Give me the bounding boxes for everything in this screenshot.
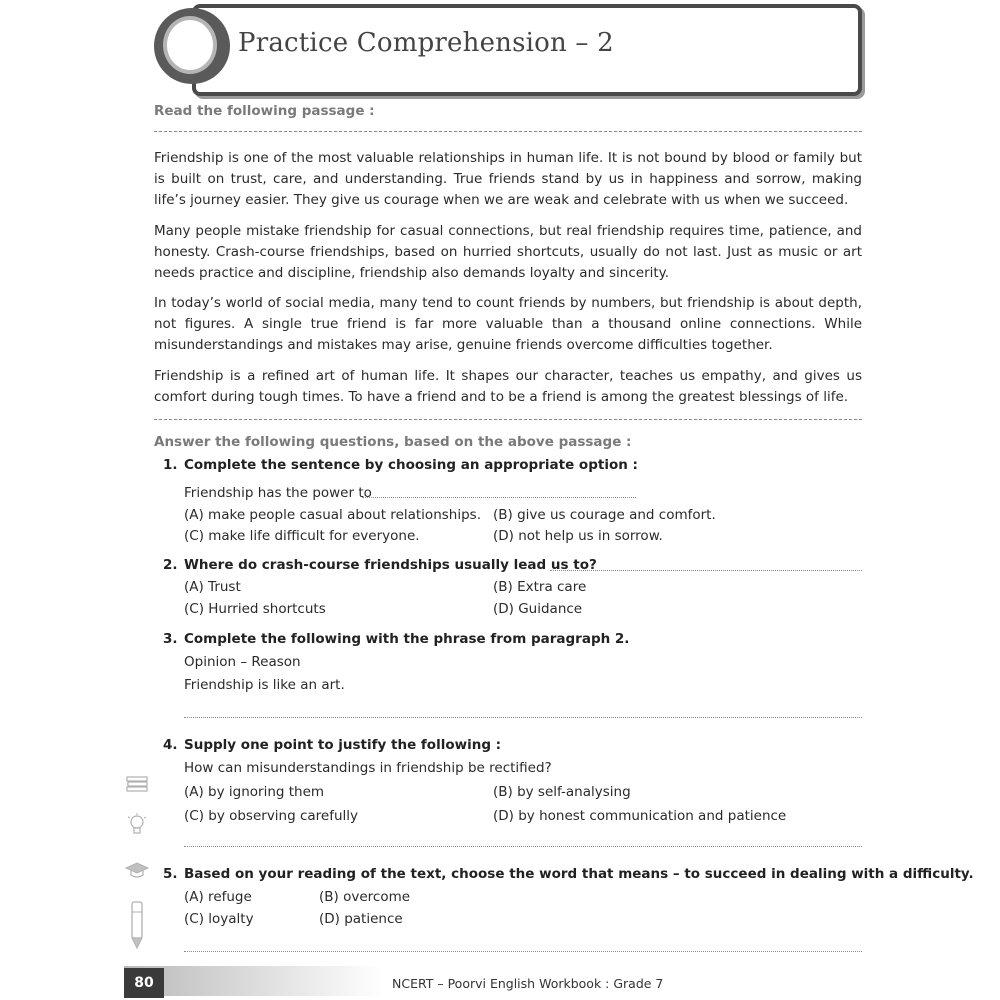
question-1-number: 1. <box>163 457 178 473</box>
books-icon <box>124 772 150 798</box>
question-5-option-c[interactable]: (C) loyalty <box>184 911 254 927</box>
page-number: 80 <box>124 968 164 998</box>
passage-paragraph-1: Friendship is one of the most valuable relationships in human life. It is not bound by blood or family but is built on trust, care, and understanding. True friends stand by us in happiness and sorrow, making life’s journey easier. They give us courage when we are weak and celebrate with us when we succeed. <box>154 150 862 208</box>
question-1-option-c[interactable]: (C) make life difficult for everyone. <box>184 528 420 544</box>
question-2-number: 2. <box>163 557 178 573</box>
footer-book-title: NCERT – Poorvi English Workbook : Grade 7 <box>392 976 664 991</box>
question-1-option-d[interactable]: (D) not help us in sorrow. <box>493 528 663 544</box>
question-5-text: Based on your reading of the text, choose the word that means – to succeed in dealing with a difficulty. <box>184 866 974 882</box>
question-3-answer-line[interactable] <box>184 717 862 718</box>
passage-paragraph-4: Friendship is a refined art of human life. It shapes our character, teaches us empathy, and gives us comfort during tough times. To have a friend and to be a friend is among the greatest blessings of life. <box>154 368 862 405</box>
question-4-text: Supply one point to justify the following : <box>184 737 502 753</box>
question-2-blank[interactable] <box>550 570 862 571</box>
question-2-option-b[interactable]: (B) Extra care <box>493 579 587 595</box>
divider-top <box>154 131 862 132</box>
question-1-text: Complete the sentence by choosing an appropriate option : <box>184 457 638 473</box>
question-5-option-b[interactable]: (B) overcome <box>319 889 411 905</box>
lightbulb-icon <box>124 812 150 838</box>
question-3-line-1: Opinion – Reason <box>184 654 301 670</box>
question-5-option-a[interactable]: (A) refuge <box>184 889 252 905</box>
passage-paragraph-2: Many people mistake friendship for casual connections, but real friendship requires time, patience, and honesty. Crash-course friendships, based on hurried shortcuts, usually do not last. Just as music or art needs practice and discipline, friendship also demands loyalty and sincerity. <box>154 223 862 281</box>
question-4-option-d[interactable]: (D) by honest communication and patience <box>493 808 787 824</box>
ring-ornament-icon <box>154 8 230 84</box>
question-1-option-b[interactable]: (B) give us courage and comfort. <box>493 507 716 523</box>
question-2-option-d[interactable]: (D) Guidance <box>493 601 583 617</box>
question-4-stem: How can misunderstandings in friendship be rectified? <box>184 760 552 776</box>
question-4-option-c[interactable]: (C) by observing carefully <box>184 808 359 824</box>
question-4-option-a[interactable]: (A) by ignoring them <box>184 784 325 800</box>
question-3-text: Complete the following with the phrase from paragraph 2. <box>184 631 630 647</box>
question-4-answer-line[interactable] <box>184 846 862 847</box>
question-3-line-2: Friendship is like an art. <box>184 677 345 693</box>
question-4-option-b[interactable]: (B) by self-analysing <box>493 784 631 800</box>
question-2-option-c[interactable]: (C) Hurried shortcuts <box>184 601 326 617</box>
question-1-option-a[interactable]: (A) make people casual about relationships. <box>184 507 481 523</box>
divider-bottom <box>154 419 862 420</box>
question-4-number: 4. <box>163 737 178 753</box>
question-1-stem: Friendship has the power to <box>184 485 372 501</box>
question-5-answer-line[interactable] <box>184 951 862 952</box>
question-2-option-a[interactable]: (A) Trust <box>184 579 241 595</box>
pen-icon <box>124 900 150 950</box>
page-title: Practice Comprehension – 2 <box>238 28 614 58</box>
question-1-blank[interactable] <box>362 497 636 498</box>
question-3-number: 3. <box>163 631 178 647</box>
question-5-number: 5. <box>163 866 178 882</box>
answer-instruction: Answer the following questions, based on the above passage : <box>154 434 632 450</box>
question-2-text: Where do crash-course friendships usually lead us to? <box>184 557 597 573</box>
graduation-cap-icon <box>124 858 150 884</box>
passage-paragraph-3: In today’s world of social media, many tend to count friends by numbers, but friendship is about depth, not figures. A single true friend is far more valuable than a thousand online connections. While misunderstandings and mistakes may arise, genuine friends overcome difficulties together. <box>154 295 862 353</box>
passage-instruction: Read the following passage : <box>154 103 375 119</box>
question-5-option-d[interactable]: (D) patience <box>319 911 403 927</box>
